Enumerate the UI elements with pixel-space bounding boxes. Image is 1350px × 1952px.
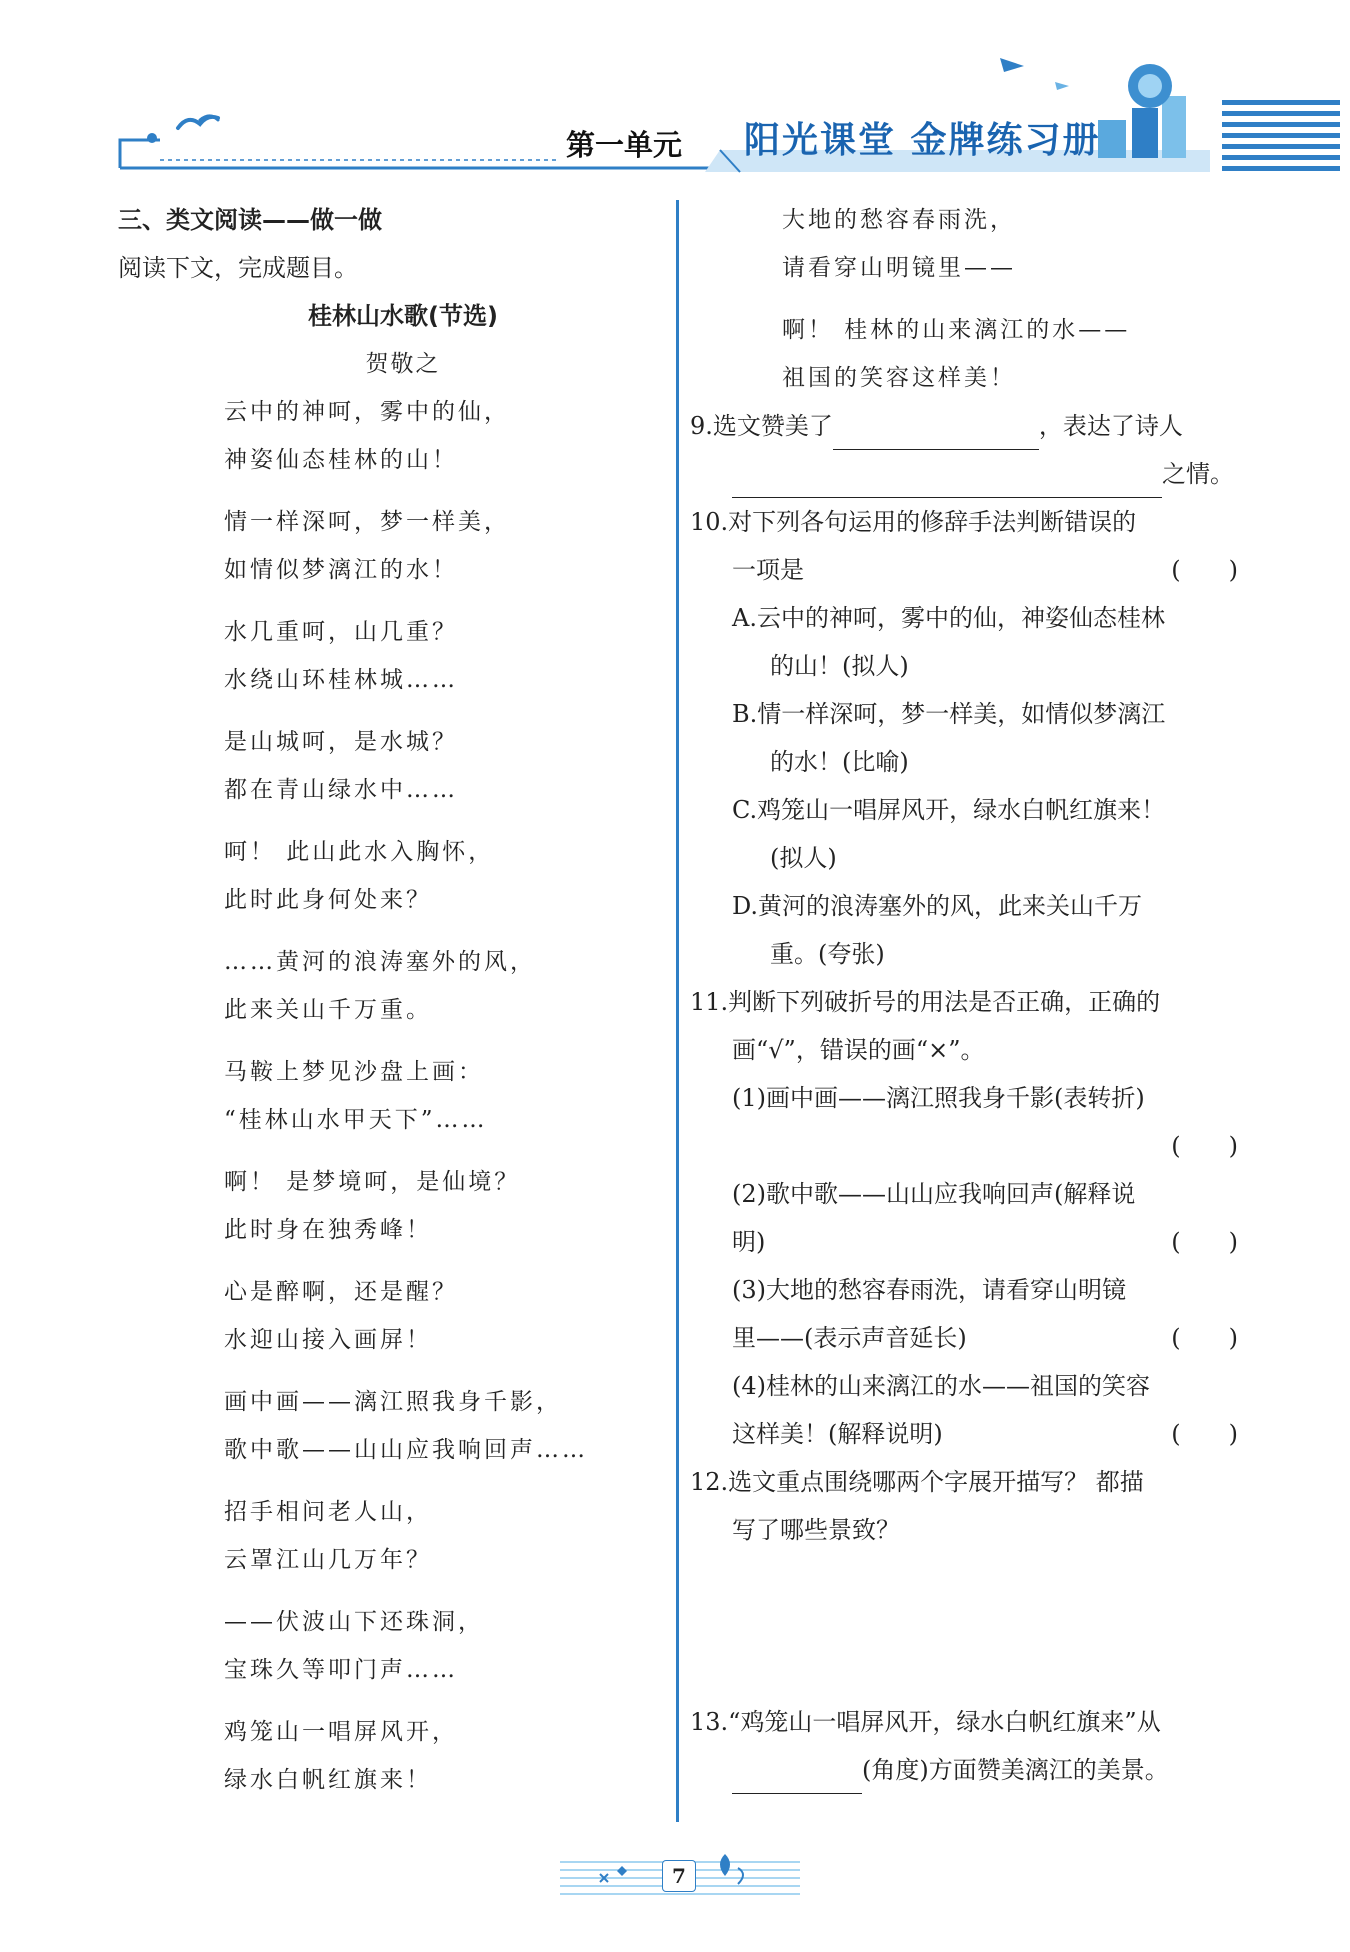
poem-line: 歌中歌——山山应我响回声…… — [224, 1437, 588, 1463]
q13-stem-2: (角度)方面赞美漓江的美景。 — [862, 1756, 1169, 1784]
q10-option-b-cont: 的水！(比喻) — [770, 748, 909, 776]
poem-line: 祖国的笑容这样美！ — [782, 365, 1016, 391]
question-13 — [690, 1698, 1238, 1794]
poem-stanza — [224, 1268, 658, 1364]
question-12 — [690, 1458, 1238, 1698]
question-9 — [690, 402, 1238, 498]
poem-line: 啊！ 是梦境呵，是仙境？ — [224, 1169, 521, 1195]
poem-line: 水绕山环桂林城…… — [224, 667, 458, 693]
poem-stanza — [224, 498, 658, 594]
poem-stanza — [224, 1378, 658, 1474]
poem-line: 是山城呵，是水城？ — [224, 729, 458, 755]
poem-stanza — [224, 938, 658, 1034]
q10-option-b: B.情一样深呵，梦一样美，如情似梦漓江 — [732, 700, 1166, 728]
poem-line: 心是醉啊，还是醒？ — [224, 1279, 458, 1305]
q11-stem-2: 画“√”，错误的画“×”。 — [732, 1036, 985, 1064]
q11-item-2-paren[interactable]: ( ) — [1171, 1228, 1238, 1256]
q11-item-1-paren[interactable]: ( ) — [1171, 1132, 1238, 1160]
q10-option-a: A.云中的神呵，雾中的仙，神姿仙态桂林 — [732, 604, 1165, 632]
poem-line: 呵！ 此山此水入胸怀， — [224, 839, 495, 865]
brand-title: 阳光课堂 金牌练习册 — [744, 119, 1101, 161]
poem-line: ——伏波山下还珠洞， — [224, 1609, 484, 1635]
poem-stanza — [224, 388, 658, 484]
q9-text-a: 9.选文赞美了 — [690, 412, 833, 440]
q13-stem: 13.“鸡笼山一唱屏风开，绿水白帆红旗来”从 — [690, 1708, 1161, 1736]
page-header — [0, 0, 1350, 180]
poem-line: 马鞍上梦见沙盘上画： — [224, 1059, 484, 1085]
q10-option-d-cont: 重。(夸张) — [770, 940, 885, 968]
poem-continuation — [690, 196, 1238, 402]
poem-line: 此时此身何处来？ — [224, 887, 432, 913]
q9-blank-2[interactable] — [732, 467, 1162, 498]
q11-item-3: (3)大地的愁容春雨洗，请看穿山明镜 — [732, 1276, 1126, 1304]
q10-option-c: C.鸡笼山一唱屏风开，绿水白帆红旗来！ — [732, 796, 1166, 824]
q9-blank-1[interactable] — [833, 419, 1039, 450]
poem-line: 水迎山接入画屏！ — [224, 1327, 432, 1353]
poem-line: 如情似梦漓江的水！ — [224, 557, 458, 583]
poem-stanza — [224, 1488, 658, 1584]
poem-line: 啊！ 桂林的山来漓江的水—— — [782, 317, 1131, 343]
q12-stem-2: 写了哪些景致？ — [732, 1516, 900, 1544]
q11-item-3-paren[interactable]: ( ) — [1171, 1324, 1238, 1352]
q11-item-4-paren[interactable]: ( ) — [1171, 1420, 1238, 1448]
poem-line: 情一样深呵，梦一样美， — [224, 509, 510, 535]
q9-text-c: 之情。 — [1162, 460, 1234, 488]
q11-item-3-cont: 里——(表示声音延长) — [732, 1324, 967, 1352]
poem-line: 都在青山绿水中…… — [224, 777, 458, 803]
poem-line: 神姿仙态桂林的山！ — [224, 447, 458, 473]
q10-stem-2: 一项是 — [732, 556, 804, 584]
poem-stanza — [782, 196, 1238, 292]
poem-stanza — [224, 1598, 658, 1694]
poem-line: 绿水白帆红旗来！ — [224, 1767, 432, 1793]
q10-stem: 10.对下列各句运用的修辞手法判断错误的 — [690, 508, 1137, 536]
poem-body — [118, 388, 658, 1804]
poem-line: 招手相问老人山， — [224, 1499, 432, 1525]
poem-stanza — [224, 718, 658, 814]
q12-stem: 12.选文重点围绕哪两个字展开描写？ 都描 — [690, 1468, 1144, 1496]
poem-line: 水几重呵，山几重？ — [224, 619, 458, 645]
q10-option-d: D.黄河的浪涛塞外的风，此来关山千万 — [732, 892, 1143, 920]
column-divider — [676, 200, 679, 1822]
q11-stem: 11.判断下列破折号的用法是否正确，正确的 — [690, 988, 1161, 1016]
poem-line: 鸡笼山一唱屏风开， — [224, 1719, 458, 1745]
poem-line: 请看穿山明镜里—— — [782, 255, 1016, 281]
q11-item-4-cont: 这样美！(解释说明) — [732, 1420, 943, 1448]
poem-line: 云中的神呵，雾中的仙， — [224, 399, 510, 425]
q10-option-a-cont: 的山！(拟人) — [770, 652, 909, 680]
question-11 — [690, 978, 1238, 1458]
q11-item-4: (4)桂林的山来漓江的水——祖国的笑容 — [732, 1372, 1150, 1400]
poem-title: 桂林山水歌(节选) — [308, 302, 498, 330]
poem-stanza — [224, 1708, 658, 1804]
poem-line: 云罩江山几万年？ — [224, 1547, 432, 1573]
q12-answer-space[interactable] — [690, 1554, 1238, 1698]
q11-item-2: (2)歌中歌——山山应我响回声(解释说 — [732, 1180, 1136, 1208]
poem-stanza — [224, 1158, 658, 1254]
poem-stanza — [224, 1048, 658, 1144]
poem-author: 贺敬之 — [365, 351, 441, 377]
right-column — [690, 196, 1238, 1794]
poem-line: 大地的愁容春雨洗， — [782, 207, 1016, 233]
section-title: 三、类文阅读——做一做 — [118, 206, 382, 234]
q10-answer-paren[interactable]: ( ) — [1171, 556, 1238, 584]
instruction: 阅读下文，完成题目。 — [118, 254, 358, 282]
q9-text-b: ，表达了诗人 — [1038, 412, 1183, 440]
poem-line: ……黄河的浪涛塞外的风， — [224, 949, 536, 975]
poem-line: 宝珠久等叩门声…… — [224, 1657, 458, 1683]
q10-option-c-cont: (拟人) — [770, 844, 837, 872]
unit-title: 第一单元 — [566, 128, 683, 162]
question-10 — [690, 498, 1238, 978]
left-column — [118, 196, 658, 1818]
poem-line: 此来关山千万重。 — [224, 997, 432, 1023]
poem-stanza — [782, 306, 1238, 402]
poem-line: 画中画——漓江照我身千影， — [224, 1389, 562, 1415]
q11-item-1: (1)画中画——漓江照我身千影(表转折) — [732, 1084, 1145, 1112]
q13-blank[interactable] — [732, 1763, 862, 1794]
page-number: 7 — [662, 1860, 696, 1892]
poem-line: 此时身在独秀峰！ — [224, 1217, 432, 1243]
poem-line: “桂林山水甲天下”…… — [224, 1107, 488, 1133]
poem-stanza — [224, 608, 658, 704]
page-footer — [0, 1840, 1350, 1920]
q11-item-2-cont: 明) — [732, 1228, 766, 1256]
poem-stanza — [224, 828, 658, 924]
